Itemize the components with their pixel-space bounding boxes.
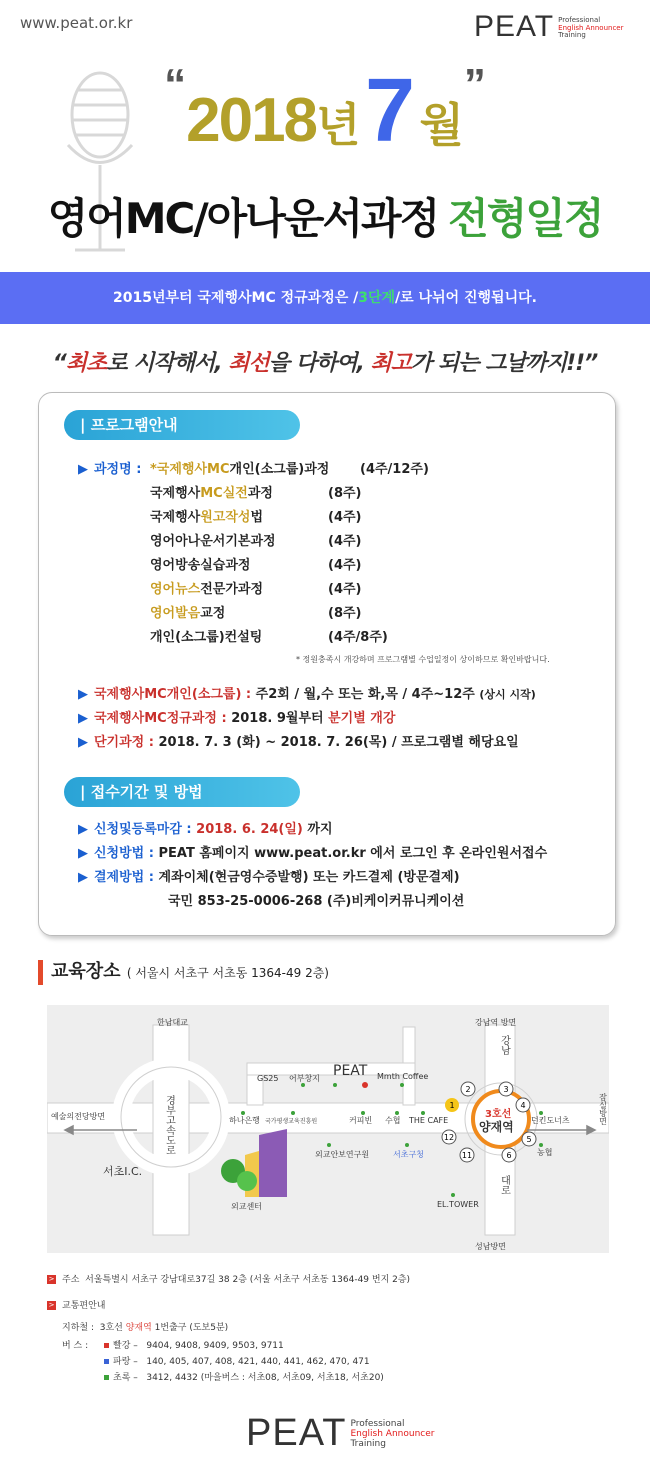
map-label-gangnam-road-top: 강남 [498,1035,510,1055]
map-label-nh: 농협 [537,1148,553,1157]
arrow-icon: > [48,1301,55,1309]
logo-tagline: Professional English Announcer Training [558,15,624,40]
map-label-station: 양재역 [479,1120,514,1134]
exit-5: 5 [526,1135,532,1144]
exit-1: 1 [449,1101,455,1110]
course-item: 영어방송실습과정 (4주) [150,558,362,573]
peat-logo [474,12,624,42]
logo-word: PEAT [474,10,555,43]
map-label-diplomat: 외교안보연구원 [315,1150,370,1159]
map-label-seocho-ic: 서초I.C. [103,1165,143,1178]
map-label-gs25: GS25 [257,1074,279,1083]
map-label-eobu: 어부창지 [289,1074,320,1083]
transit-header: > 교통편안내 [48,1301,106,1311]
site-url[interactable]: www.peat.or.kr [20,14,133,32]
bank-account: 국민 853-25-0006-268 (주)비케이커뮤니케이션 [168,894,465,909]
exit-6: 6 [506,1151,512,1160]
map-label-hana: 하나은행 [229,1116,260,1125]
info-line-short: ▶ 단기과정 : 2018. 7. 3 (화) ~ 2018. 7. 26(목) / 프로그램별 해당요일 [78,735,519,750]
bus-route-red: 빨강 – 9404, 9408, 9409, 9503, 9711 [104,1338,284,1351]
info-line-regular: ▶ 국제행사MC정규과정 : 2018. 9월부터 분기별 개강 [78,711,396,726]
map-label-line: 3호선 [485,1109,512,1120]
peat-marker-icon [362,1082,368,1088]
apply-section-header: | 접수기간 및 방법 [64,777,300,807]
map-label-dunkin: 던킨도너츠 [531,1116,570,1125]
footer-peat-logo [246,1414,434,1452]
map-label-mmth: Mmth Coffee [377,1072,429,1081]
course-item: 영어뉴스전문가과정 (4주) [150,582,362,597]
slogan: “최초로 시작해서, 최선을 다하여, 최고가 되는 그날까지!!” [52,351,598,376]
info-line-individual: ▶ 국제행사MC개인(소그룹) : 주2회 / 월,수 또는 화,목 / 4주~12주 (상시 시작) [78,687,536,702]
subway-info: 지하철 : 3호선 양재역 1번출구 (도보5분) [62,1323,229,1333]
exit-12: 12 [443,1133,455,1142]
map-label-jamsil-dir: 잠실방면 [598,1093,608,1125]
apply-payment: ▶ 결제방법 : 계좌이체(현금영수증발행) 또는 카드결제 (방문결제) [78,870,460,885]
map-label-gangnam-road-bottom: 대로 [498,1175,510,1195]
exit-2: 2 [465,1085,471,1094]
schedule-subtitle: 영어MC/아나운서과정 전형일정 [47,194,603,243]
map-label-arts-dir: 예술의전당방면 [51,1112,106,1121]
course-item: 개인(소그룹)컨설팅 (4주/8주) [150,630,388,645]
map-label-seocho-office: 서초구청 [393,1150,424,1159]
notice-banner: 2015년부터 국제행사MC 정규과정은 /3단계/로 나뉘어 진행됩니다. [0,272,650,324]
course-item: 영어아나운서기본과정 (4주) [150,534,362,549]
map-label-seongnam-dir: 성남방면 [475,1242,506,1251]
footer-logo-tagline: Professional English Announcer Training [350,1419,435,1450]
schedule-title: “2018년 7 월” [164,60,486,161]
course-note: * 정원충족시 개강하며 프로그램별 수업일정이 상이하므로 확인바랍니다. [296,655,550,664]
course-item: *국제행사MC개인(소그룹)과정 (4주/12주) [150,462,429,477]
map-label-eltower: EL.TOWER [437,1200,479,1209]
map-label-suhyeop: 수협 [385,1116,401,1125]
footer-logo-word: PEAT [246,1412,347,1454]
bus-route-blue: 파랑 – 140, 405, 407, 408, 421, 440, 441, 462, 470, 471 [104,1354,370,1367]
program-section-header: | 프로그램안내 [64,410,300,440]
course-item: 국제행사원고작성법 (4주) [150,510,362,525]
exit-11: 11 [461,1151,473,1160]
map-label-gangnam-dir: 강남역 방면 [475,1018,517,1027]
map-label-foreign-center: 외교센터 [231,1202,262,1211]
course-item: 영어발음교정 (8주) [150,606,362,621]
map-label-hannam: 한남대교 [157,1018,188,1027]
apply-deadline: ▶ 신청및등록마감 : 2018. 6. 24(일) 까지 [78,822,333,837]
location-map [47,1005,609,1253]
bus-label: 버 스 : [62,1341,89,1351]
map-label-edu: 국가평생교육진흥원 [265,1118,318,1125]
map-label-thecafe: THE CAFE [409,1116,449,1125]
course-item: 국제행사MC실전과정 (8주) [150,486,362,501]
exit-3: 3 [503,1085,509,1094]
address-line: > 주소 서울특별시 서초구 강남대로37길 38 2층 (서울 서초구 서초동 1364-49 번지 2층) [48,1275,411,1285]
location-title: 교육장소 ( 서울시 서초구 서초동 1364-49 2층) [38,960,329,985]
exit-4: 4 [520,1101,526,1110]
course-list [150,458,429,650]
course-list-label: ▶ 과정명 : [78,462,142,477]
map-label-peat: PEAT [333,1063,368,1079]
bus-route-green: 초록 – 3412, 4432 (마을버스 : 서초08, 서초09, 서초18, 서초20) [104,1370,384,1383]
map-label-gyeongbu: 경부고속도로 [163,1095,175,1155]
map-label-coffee: 커피빈 [349,1116,373,1125]
apply-method: ▶ 신청방법 : PEAT 홈페이지 www.peat.or.kr 에서 로그인 후 온라인원서접수 [78,846,548,861]
arrow-icon: > [48,1275,55,1283]
